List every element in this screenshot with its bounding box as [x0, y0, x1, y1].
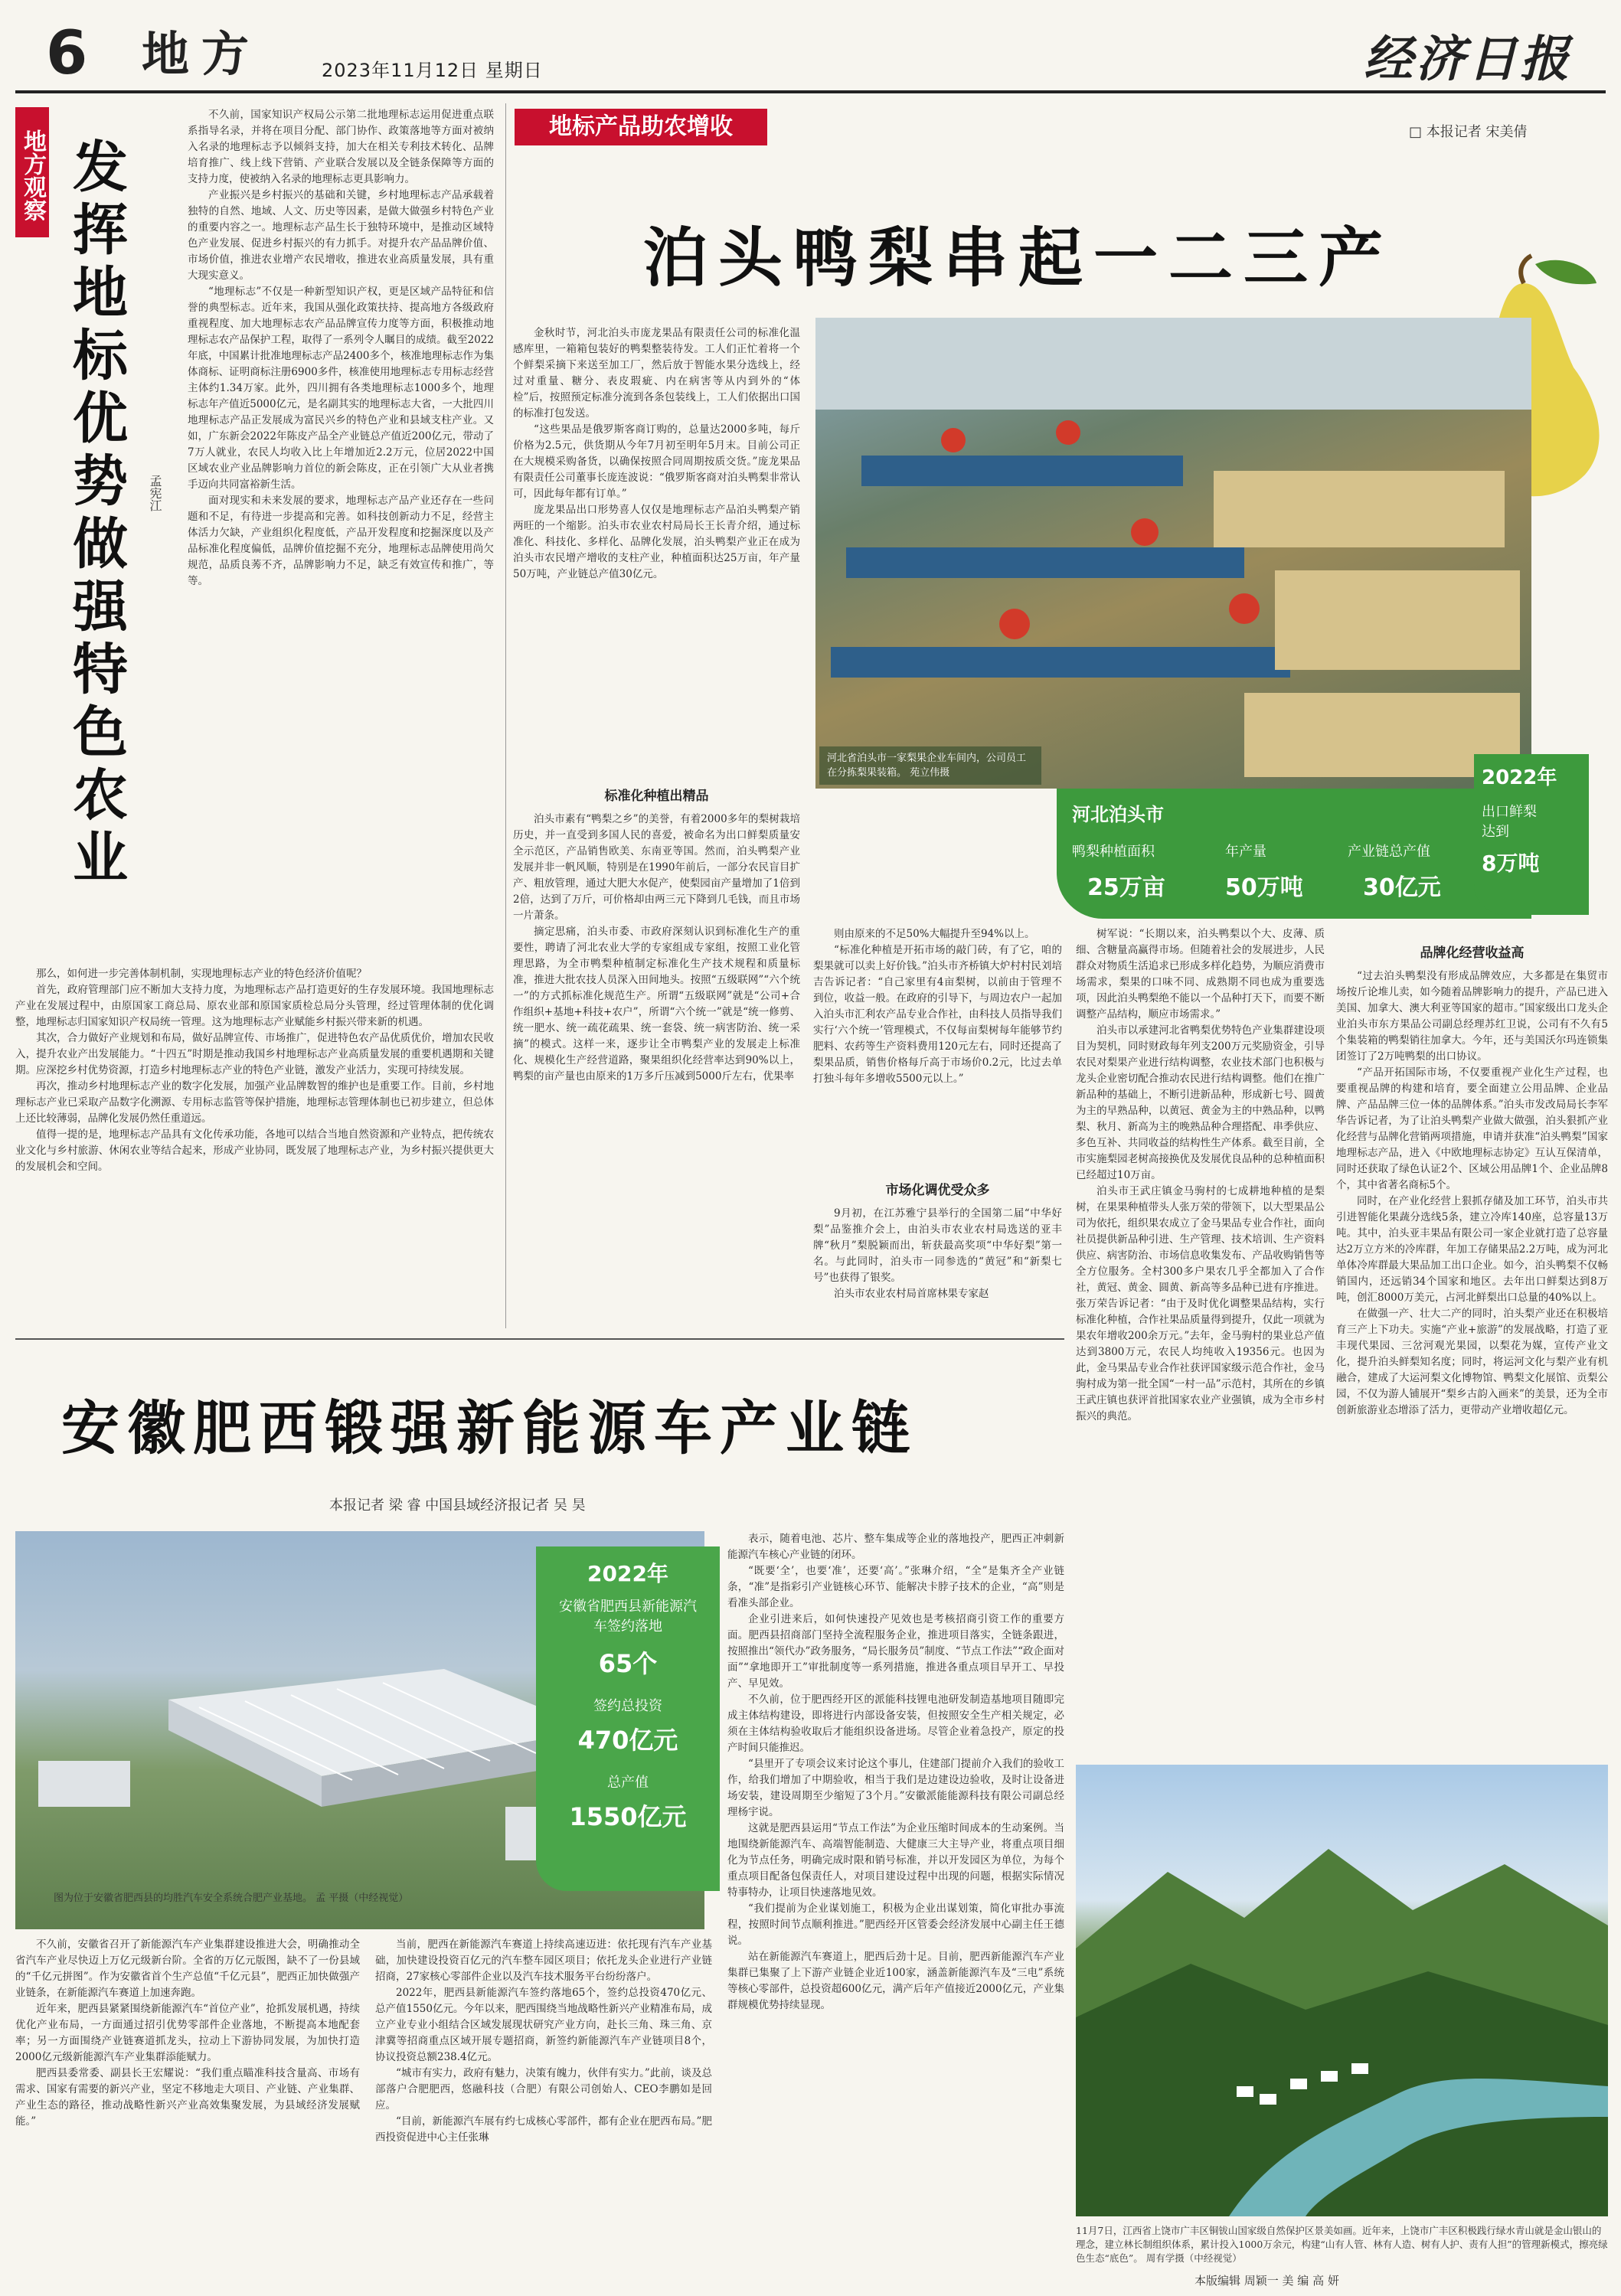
pear-paragraph: “过去泊头鸭梨没有形成品牌效应，大多都是在集贸市场按斤论堆儿卖，如今随着品牌影响力的提升，产品已进入美国、加拿大、澳大利亚等国家的超市。”国家级出口龙头企业泊头市东方果品公司副总经理苏红卫说，公司有不久有5个集装箱的鸭梨销往加拿大。今年，还与美国沃尔玛连锁集团签订了2万吨鸭梨的出口协议。 [1336, 970, 1608, 1063]
commentary-title: 发挥地标优势做强特色农业 [64, 138, 129, 891]
pear-byline: □ 本报记者 宋美倩 [1409, 124, 1528, 140]
pear-paragraph: “产品开拓国际市场，不仅要重视产业化生产过程，也要重视品牌的构建和培育，要全面建立公用品牌、企业品牌、产品品牌三位一体的品牌体系。”泊头市发改局局长李军华告诉记者，为了让泊头鸭梨产业做大做强，泊头狠抓产业化经营与品牌化营销两项措施，申请并获准“泊头鸭梨”国家地理标志产品，进入《中欧地理标志协定》互认互保清单，同时还获取了绿色认证2个、区域公用品牌1个、企业品牌8个，其中省著名商标5个。 [1336, 1066, 1608, 1191]
newspaper-logo: 经济日报 [1364, 31, 1572, 88]
header-rule [15, 90, 1606, 93]
page-number: 6 [46, 19, 88, 88]
ev-paragraph: 站在新能源汽车赛道上，肥西后劲十足。目前，肥西新能源汽车产业集群已集聚了上下游产业链企业近100家，涵盖新能源汽车及“三电”系统等核心零部件，总投资超600亿元，满产后年产值接近2000亿元，产业集群规模优势持续显现。 [727, 1951, 1064, 2011]
ev-paragraph: 表示，随着电池、芯片、整车集成等企业的落地投产，肥西正冲刺新能源汽车核心产业链的闭环。 [727, 1533, 1064, 1561]
pear-paragraph: “这些果品是俄罗斯客商订购的，总量达2000多吨，每斤价格为2.5元，供货期从今年7月初至明年5月末。目前公司正在大规模采购备货，以确保按照合同周期按质交货。”庞龙果品有限责任公司董事长庞连波说：“俄罗斯客商对泊头鸭梨非常认可，因此每年都有订单。” [513, 423, 800, 500]
pear-paragraph: 泊头市农业农村局首席林果专家赵 [834, 1288, 989, 1300]
pear-paragraph: 泊头市王武庄镇金马驹村的七成耕地种植的是梨树，在果果种植带头人张万荣的带领下，以大型果品公司为依托，组织果农成立了金马果品专业合作社，面向社员提供新品种引进、生产管理、技术培训、生产资料供应、病害防治、市场信息收集发布、产品收购销售等全方位服务。全村300多户果农几乎全都加入了合作社，黄冠、黄金、圆黄、新高等多品种已进有序推进。张万荣告诉记者：“由于及时优化调整果品结构，实行标准化种植，合作社果品质量得到提升，仅此一项就为果农年增收200余万元。”去年，金马驹村的果业总产值达到3800万元，农民人均纯收入19356元。也因为此，金马果品专业合作社获评国家级示范合作社，金马驹村成为第一批全国“一村一品”示范村，其所在的乡镇王武庄镇也获评首批国家农业产业强镇，成为全市乡村振兴的典范。 [1076, 1185, 1325, 1422]
ev-stat-label: 签约总投资 [593, 1698, 662, 1714]
pear-body-col1 [513, 325, 800, 777]
ev-paragraph: “我们提前为企业谋划施工，积极为企业出谋划策，简化审批办事流程，按照时间节点顺利推进。”肥西经开区管委会经济发展中心副主任王德说。 [727, 1902, 1064, 1947]
commentary-paragraph: 面对现实和未来发展的要求，地理标志产品产业还存在一些问题和不足，有待进一步提高和完善。如科技创新动力不足，经营主体活力欠缺，产业组织化程度低，产品开发程度和挖掘深度以及产品标准化程度偏低，品牌价值挖掘不充分，地理标志品牌使用尚欠规范，品质良莠不齐，品牌影响力不足，缺乏有效宣传和推广，等等。 [188, 495, 494, 587]
pear-stats-panel [1057, 789, 1531, 919]
pear-body-col2 [513, 812, 800, 1324]
ev-stat-label: 总产值 [607, 1775, 649, 1791]
pear-stat-label: 鸭梨种植面积 [1072, 844, 1155, 860]
pear-stats-city: 河北泊头市 [1072, 804, 1164, 825]
pear-paragraph: 摘定思痛，泊头市委、市政府深刻认识到标准化生产的重要性，聘请了河北农业大学的专家组成专家组，按照工业化管理思路，为全市鸭梨种植制定标准化生产技术规程和质量标准，推进大批农技人员深入田间地头。按照“五级联网”“六个统一”的方式抓标准化规范生产。所谓“五级联网”就是“公司+合作组织+基地+科技+农户”，所谓“六个统一”就是“统一修剪、统一肥水、统一疏花疏果、统一套袋、统一病害防治、统一采摘”的模式。这样一来，逐步让全市鸭梨产业的发展走上标准化、规模化生产经营道路，聚果组织化经营率达到90%以上，鸭梨的亩产量也由原来的1万多斤压减到5000斤左右，优果率 [513, 926, 800, 1083]
pear-title: 泊头鸭梨串起一二三产 [643, 220, 1394, 296]
ev-stats-heading: 安徽省肥西县新能源汽车签约落地 [559, 1599, 697, 1635]
ev-paragraph: 近年来，肥西县紧紧围绕新能源汽车“首位产业”，抢抓发展机遇，持续优化产业布局，一方面通过招引优势零部件企业落地，不断提高本地配套率；另一方面围绕产业链赛道抓龙头，拉动上下游协同发展，为加快打造2000亿元级新能源汽车产业集群添能赋力。 [15, 2003, 360, 2063]
commentary-body-top [188, 107, 494, 888]
ev-paragraph: 不久前，安徽省召开了新能源汽车产业集群建设推进大会，明确推动全省汽车产业尽快迈上万亿元级新台阶。全省的万亿元版图，缺不了一份县域的“千亿元拼图”。作为安徽省首个生产总值“千亿元县”，肥西正加快做强产业链条，在新能源汽车赛道上加速奔跑。 [15, 1938, 360, 1999]
issue-date: 2023年11月12日 星期日 [322, 60, 543, 81]
commentary-paragraph: 首先，政府管理部门应不断加大支持力度，为地理标志产品打造更好的生存发展环境。我国地理标志产业在发展过程中，由原国家工商总局、原农业部和原国家质检总局分头管理，经过管理体制的优化调整，地理标志归国家知识产权局统一管理。这为地理标志产业赋能乡村振兴带来新的机遇。 [15, 984, 494, 1028]
ev-paragraph: “既要‘全’，也要‘准’，还要‘高’。”张琳介绍，“全”是集齐全产业链条，“准”是指彩引产业链核心环节、能解决卡脖子技术的企业，“高”则是看准头部企业。 [727, 1565, 1064, 1609]
commentary-column-tag: 地方观察 [15, 107, 49, 237]
pear-factory-photo [815, 318, 1531, 789]
pear-paragraph: 泊头市素有“鸭梨之乡”的美誉，有着2000多年的梨树栽培历史，并一直受到多国人民的喜爱，被命名为出口鲜梨质量安全示范区，产品销售欧美、东南亚等国。然而，泊头鸭梨产业发展并非一帆风顺，特别是在1990年前后，一部分农民盲目扩产、粗放管理，通过大肥大水促产，使梨园亩产量增加了1倍到2倍，达到了万斤，可价格却由两三元下降到几毛钱，而且市场一片萧条。 [513, 813, 800, 922]
ev-stats-panel [536, 1546, 720, 1891]
pear-stats-year [1474, 754, 1589, 915]
commentary-author: 孟宪江 [148, 475, 162, 511]
pear-body-col3b [813, 1206, 1062, 1328]
commentary-paragraph: 不久前，国家知识产权局公示第二批地理标志运用促进重点联系指导名录，并将在项目分配、部门协作、政策落地等方面对被纳入名录的地理标志予以倾斜支持，加大在相关专利技术转化、品牌培育推广、线上线下营销、产业联合发展以及全链条保障等方面的支持力度，使被纳入名录的地理标志更具影响力。 [188, 109, 494, 185]
ev-stats-year: 2022年 [587, 1561, 668, 1586]
pear-subhead: 市场化调优受众多 [885, 1183, 990, 1198]
ev-body-col3 [727, 1531, 1064, 2274]
pear-export-value: 8万吨 [1482, 851, 1540, 876]
ev-paragraph: 肥西县委常委、副县长王宏耀说：“我们重点瞄准科技含量高、市场有需求、国家有需要的新兴产业，坚定不移地走大项目、产业链、产业集群、产业生态的路径，推动战略性新兴产业高效集聚发展，为县域经济发展赋能。” [15, 2067, 360, 2128]
ev-stat-value: 1550亿元 [569, 1802, 687, 1831]
pear-stats-year-label: 2022年 [1482, 766, 1557, 789]
commentary-paragraph: “地理标志”不仅是一种新型知识产权，更是区域产品特征和信誉的典型标志。近年来，我国从强化政策扶持、提高地方各级政府重视程度、加大地理标志农产品品牌宣传力度等方面，积极推动地理标志农产品保护工程，取得了一系列令人瞩目的成绩。截至2022年底，中国累计批准地理标志产品2400多个，核准地理标志作为集体商标、证明商标注册6900多件，核准使用地理标志专用标志经营主体约1.34万家。此外，四川拥有各类地理标志1000多个，地理标志年产值近5000亿元，是名副其实的地理标志大省，一大批四川地理标志产品正发展成为富民兴乡的特色产业和县域支柱产业。又如，广东新会2022年陈皮产品全产业链总产值近200亿元，带动了7万人就业，农民人均收入比上年增加近2.2万元，位居2022中国区域农业产业品牌影响力首位的新会陈皮，正在引领广大从业者携手迈向共同富裕新生活。 [188, 286, 494, 491]
commentary-paragraph: 产业振兴是乡村振兴的基础和关键，乡村地理标志产品承载着独特的自然、地域、人文、历史等因素，是做大做强乡村特色产业的重要内容之一。地理标志产品生长于独特环境中，是推动区域特色产业发展、促进乡村振兴的有力抓手。对提升农产品品牌价值、市场价值，推进农业增产农民增收，推进农业高质量发展，具有重大现实意义。 [188, 189, 494, 282]
mountain-photo [1076, 1765, 1608, 2216]
ev-photo-caption: 图为位于安徽省肥西县的均胜汽车安全系统合肥产业基地。 孟 平摄（中经视觉） [54, 1893, 409, 1904]
pear-subhead: 标准化种植出精品 [604, 789, 709, 804]
commentary-body-bottom [15, 966, 494, 1318]
ev-paragraph: “目前，新能源汽车展有约七成核心零部件，都有企业在肥西布局。”肥西投资促进中心主任张琳 [375, 2115, 712, 2144]
pear-paragraph: 9月初，在江苏雅宁县举行的全国第二届“中华好梨”品鉴推介会上，由泊头市农业农村局选送的亚丰牌“秋月”梨脱颖而出，斩获最高奖项“中华好梨”第一名。与此同时，泊头市一同参选的“黄冠”和“新梨七号”也获得了银奖。 [813, 1207, 1062, 1284]
pear-paragraph: 在做强一产、壮大二产的同时，泊头梨产业还在积极培育三产上下功夫。实施“产业+旅游”的发展战略，打造了亚丰现代果园、三岔河观光果园，以梨花为媒，宣传产业文化，提升泊头鲜梨知名度；同时，将运河文化与梨产业有机融合，建成了大运河梨文化博物馆、鸭梨文化展馆、贡梨公园，不仅为游人铺展开“梨乡古韵入画来”的美景，还为全市创新旅游业态增添了活力，更带动产业增收超亿元。 [1336, 1308, 1608, 1416]
pear-export-label: 出口鲜梨达到 [1482, 804, 1537, 840]
ev-paragraph: 不久前，位于肥西经开区的派能科技锂电池研发制造基地项目随即完成主体结构建设，即将进行内部设备安装，但按照安全生产相关规定，必须在主体结构验收取后才能组织设备进场。尽管企业着急投产，原定的投产时间只能推迟。 [727, 1693, 1064, 1754]
pear-stat-label: 产业链总产值 [1348, 844, 1430, 860]
ev-byline: 本报记者 梁 睿 中国县域经济报记者 吴 昊 [329, 1497, 586, 1514]
ev-paragraph: “城市有实力，政府有魅力，决策有魄力，伙伴有实力。”此前，谈及总部落户合肥肥西，悠融科技（合肥）有限公司创始人、CEO李鹏如是回应。 [375, 2067, 712, 2111]
ev-paragraph: “县里开了专项会议来讨论这个事儿，住建部门提前介入我们的验收工作，给我们增加了中期验收，相当于我们是边建设边验收，及时让设备进场安装，建设周期至少缩短了3个月。”安徽派能能源科技有限公司副总经理杨宇说。 [727, 1758, 1064, 1818]
ev-title: 安徽肥西锻强新能源车产业链 [61, 1394, 917, 1462]
mountain-photo-caption: 11月7日，江西省上饶市广丰区铜钹山国家级自然保护区景美如画。近年来，上饶市广丰区积极践行绿水青山就是金山银山的理念，建立林长制组织体系，累计投入1000万余元，构建“山有人管、林有人造、树有人护、责有人担”的管理新模式，擦亮绿色生态“底色”。 周有学摄（中经视觉） [1076, 2225, 1608, 2264]
ev-stat-value: 470亿元 [577, 1726, 678, 1755]
pear-subhead: 品牌化经营收益高 [1420, 946, 1525, 961]
pear-stat-label: 年产量 [1225, 844, 1266, 860]
ev-paragraph: 2022年，肥西县新能源汽车签约落地65个，签约总投资470亿元、总产值1550亿元。今年以来，肥西围绕当地战略性新兴产业精准布局，成立产业专业小组结合区域发展现状研究产业方向，赴长三角、珠三角、京津冀等招商重点区域开展专题招商，新签约新能源汽车产业链项目8个，协议投资总额238.4亿元。 [375, 1987, 712, 2063]
pear-paragraph: “标准化种植是开拓市场的敲门砖，有了它，咱的梨果就可以卖上好价钱。”泊头市齐桥镇大炉村村民刘培吉告诉记者：“自己家里有4亩梨树，以前由于管理不到位，收益一般。在政府的引导下，与周边农户一起加入泊头市汇利农产品专业合作社，由科技人员指导我们实行‘六个统一’管理模式，不仅每亩梨树每年能够节约肥料、农药等生产资料费用120元左右，同时还提高了梨果品质，销售价格每斤高于市场价0.2元，比过去单打独斗每年多增收5500元以上。” [813, 944, 1062, 1085]
page-credits: 本版编辑 周颖一 美 编 高 妍 [1195, 2274, 1339, 2288]
commentary-paragraph: 那么，如何进一步完善体制机制，实现地理标志产业的特色经济价值呢？ [36, 968, 367, 980]
commentary-paragraph: 其次，合力做好产业规划和布局，做好品牌宣传、市场推广，促进特色农产品优质优价，增加农民收入，提升农业产出发展能力。“十四五”时期是推动我国乡村地理标志产业高质量发展的重要机遇期和关键期。应深挖乡村优势资源，打造乡村地理标志产业的特色产业链，激发产业活力，实现可持续发展。 [15, 1032, 494, 1076]
ev-body-col2 [375, 1937, 712, 2274]
ev-paragraph: 企业引进来后，如何快速投产见效也是考核招商引资工作的重要方面。肥西县招商部门坚持全流程服务企业，推进项目落实，全链条跟进，按照推出“领代办”政务服务，“局长服务员”制度、“节点工作法”“政企面对面”“拿地即开工”审批制度等一系列措施，推进各重点项目早开工、早投产、早见效。 [727, 1613, 1064, 1690]
pear-paragraph: 同时，在产业化经营上狠抓存储及加工环节，泊头市共引进智能化果蔬分选线5条，建立冷库140座，总容量13万吨。其中，泊头亚丰果品有限公司一家企业就打造了总容量达2万立方米的冷库群，年加工存储果品2.2万吨，成为河北单体冷库群最大果品加工出口企业。如今，泊头鸭梨不仅畅销国内，还远销34个国家和地区。去年出口鲜梨达到8万吨，创汇8000万美元，占河北鲜梨出口总量的40%以上。 [1336, 1195, 1608, 1304]
pear-paragraph: 泊头市以承建河北省鸭梨优势特色产业集群建设项目为契机，同时财政每年列支200万元奖励资金，引导农民对梨果产业进行结构调整，农业技术部门也积极与龙头企业密切配合推动农民进行结构调整。他们在推广新品种的基础上，不断引进新品种，形成新七号、圆黄为主的早熟品种，以黄冠、黄金为主的中熟品种，以鸭梨、秋月、新高为主的晚熟品种合理搭配、串季供应、多色互补、共同收益的结构性生产体系。截至目前，全市实施梨园老树高接换优及发展优良品种的总种植面积已经超过10万亩。 [1076, 1024, 1325, 1181]
commentary-paragraph: 值得一提的是，地理标志产品具有文化传承功能，各地可以结合当地自然资源和产业特点，把传统农业文化与乡村旅游、休闲农业等结合起来，形成产业协同，既发展了地理标志产业，为乡村振兴提供更大的发展机会和空间。 [15, 1128, 494, 1173]
section-title: 地方 [142, 26, 262, 82]
pear-paragraph: 庞龙果品出口形势喜人仅仅是地理标志产品泊头鸭梨产销两旺的一个缩影。泊头市农业农村局局长王长青介绍，通过标准化、科技化、多样化、品牌化发展，泊头鸭梨产业正在成为泊头市农民增产增收的支柱产业，种植面积达25万亩，年产量50万吨，产业链总产值30亿元。 [513, 504, 800, 580]
section-divider [15, 1338, 1064, 1340]
ev-paragraph: 当前，肥西在新能源汽车赛道上持续高速迈进：依托现有汽车产业基础，加快建设投资百亿元的汽车整车园区项目；依托龙头企业进行产业链招商，27家核心零部件企业以及汽车技术服务平台纷纷落户。 [375, 1938, 712, 1983]
pear-stat-value: 50万吨 [1225, 874, 1303, 901]
ev-body-col1 [15, 1937, 360, 2274]
ev-paragraph: 这就是肥西县运用“节点工作法”为企业压缩时间成本的生动案例。当地围绕新能源汽车、高端智能制造、大健康三大主导产业，将重点项目细化为节点任务，明确完成时限和销号标准，并以开发园区为单位，为每个重点项目配备包保责任人，对项目建设过程中出现的问题，根据实际情况特事特办，让项目快速落地见效。 [727, 1822, 1064, 1899]
pear-photo-caption: 河北省泊头市一家梨果企业车间内，公司员工在分拣梨果装箱。 苑立伟摄 [819, 746, 1041, 785]
commentary-paragraph: 再次，推动乡村地理标志产业的数字化发展，加强产业品牌数智的维护也是重要工作。目前，乡村地理标志产业已采取产品数字化溯源、专用标志监管等保护措施，地理标志管理体制也已初步建立，但总体上还比较薄弱，品牌化发展仍然任重道远。 [15, 1080, 494, 1125]
pear-column-tag: 地标产品助农增收 [515, 109, 767, 145]
ev-stat-value: 65个 [598, 1649, 658, 1678]
pear-stat-value: 30亿元 [1363, 874, 1441, 901]
pear-paragraph: 金秋时节，河北泊头市庞龙果品有限责任公司的标准化温感库里，一箱箱包装好的鸭梨整装待发。工人们正忙着将一个个鲜梨采摘下来送至加工厂，然后放于智能水果分选线上，经过对重量、糖分、表皮瑕疵、内在病害等从内到外的“体检”后，按照预定标准分流到各条包装线上，工人们依据出口国的标准打包发送。 [513, 327, 800, 420]
pear-paragraph: 树军说：“长期以来，泊头鸭梨以个大、皮薄、质细、含糖量高赢得市场。但随着社会的发展进步，人民群众对物质生活追求已形成多样化趋势，为顺应消费市场需求，梨果的口味不同、成熟期不同也成为重要选项，因此泊头鸭梨绝不能以一个品种打天下，而要不断调整产品结构，顺应市场需求。” [1076, 928, 1325, 1021]
pear-paragraph: 则由原来的不足50%大幅提升至94%以上。 [834, 928, 1035, 940]
pear-stat-value: 25万亩 [1087, 874, 1165, 901]
column-divider [505, 103, 506, 1328]
